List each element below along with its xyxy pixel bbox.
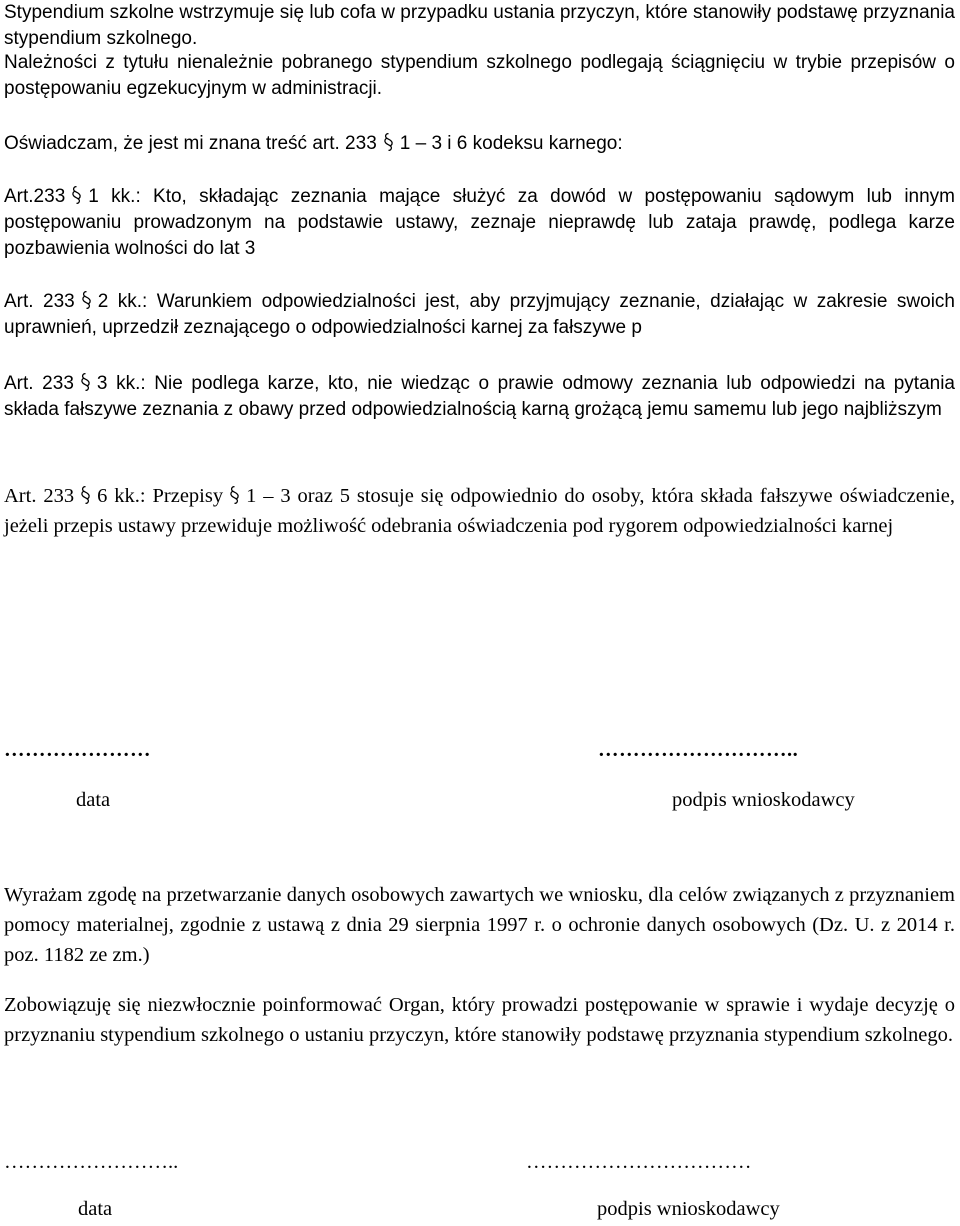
- article-text: : Warunkiem odpowiedzialności jest, aby przyjmujący zeznanie, działając w zakresie swoich uprawnień, uprzedził zeznającego o odpowiedzialności karnej za fałszywe p: [4, 291, 955, 338]
- date-label: data: [76, 789, 111, 811]
- date-label-2: data: [78, 1198, 113, 1220]
- article-ref-end: 3 kk.: [96, 373, 141, 394]
- signature-dots: ………………………..: [598, 739, 799, 761]
- signature-label-2: podpis wnioskodawcy: [597, 1198, 780, 1220]
- section-sign-icon: [79, 373, 92, 391]
- obligation-text: Zobowiązuję się niezwłocznie poinformować Organ, który prowadzi postępowanie w sprawie i wydaje decyzję o przyznaniu stypendium szkolnego o ustaniu przyczyn, które stanowiły podstawę przyznania stypendium szkolnego.: [4, 994, 955, 1046]
- section-sign-icon: [228, 486, 241, 504]
- date-dots: …………………: [4, 739, 151, 761]
- intro-paragraph-1: [4, 0, 955, 52]
- article-233-6: [4, 481, 955, 541]
- section-sign-icon: [80, 291, 93, 309]
- signature-label: podpis wnioskodawcy: [672, 789, 855, 811]
- article-text: : Nie podlega karze, kto, nie wiedząc o prawie odmowy zeznania lub odpowiedzi na pytania składa fałszywe zeznania z obawy przed odpowiedzialnością karną grożącą jemu samemu lub jego najbliższym: [4, 373, 955, 420]
- intro-text-2: Należności z tytułu nienależnie pobranego stypendium szkolnego podlegają ściągnięciu w trybie przepisów o postępowaniu egzekucyjnym w administracji.: [4, 52, 955, 99]
- article-233-3: [4, 371, 955, 423]
- article-ref-end: 6 kk.: [97, 485, 140, 507]
- consent-paragraph: [4, 880, 955, 970]
- article-233-2: [4, 289, 955, 341]
- signature-dots-2: ……………………………: [526, 1151, 752, 1173]
- article-233-1: [4, 184, 955, 262]
- obligation-paragraph: [4, 990, 955, 1050]
- date-dots-2: ……………………..: [4, 1151, 179, 1173]
- statement-suffix: 1 – 3 i 6 kodeksu karnego:: [399, 133, 623, 154]
- article-text-b: 1 – 3 oraz 5 stosuje się odpowiednio do osoby, która składa fałszywe oświadczenie, jeżeli przepis ustawy przewiduje możliwość odebrania oświadczenia pod rygorem odpowiedzialności karnej: [4, 485, 956, 537]
- intro-text-1: Stypendium szkolne wstrzymuje się lub cofa w przypadku ustania przyczyn, które stanowiły podstawę przyznania stypendium szkolnego.: [4, 2, 955, 49]
- section-sign-icon: [79, 486, 92, 504]
- intro-paragraph-2: [4, 50, 955, 102]
- article-text-a: : Przepisy: [139, 485, 224, 507]
- consent-text: Wyrażam zgodę na przetwarzanie danych osobowych zawartych we wniosku, dla celów związanych z przyznaniem pomocy materialnej, zgodnie z ustawą z dnia 29 sierpnia 1997 r. o ochronie danych osobowych (Dz. U. z 2014 r. poz. 1182 ze zm.): [4, 884, 955, 966]
- article-ref-end: 1 kk.: [88, 186, 136, 207]
- article-ref-start: Art. 233: [4, 373, 74, 394]
- article-ref-start: Art.233: [4, 186, 66, 207]
- statement-line: [4, 131, 955, 157]
- article-text: : Kto, składając zeznania mające służyć za dowód w postępowaniu sądowym lub innym postępowaniu prowadzonym na podstawie ustawy, zeznaje nieprawdę lub zataja prawdę, podlega karze pozbawienia wolności do lat 3: [4, 186, 956, 259]
- article-ref-start: Art. 233: [4, 291, 75, 312]
- section-sign-icon: [70, 186, 83, 204]
- article-ref-start: Art. 233: [4, 485, 75, 507]
- article-ref-end: 2 kk.: [97, 291, 143, 312]
- statement-prefix: Oświadczam, że jest mi znana treść art. 233: [4, 133, 377, 154]
- section-sign-icon: [382, 133, 395, 151]
